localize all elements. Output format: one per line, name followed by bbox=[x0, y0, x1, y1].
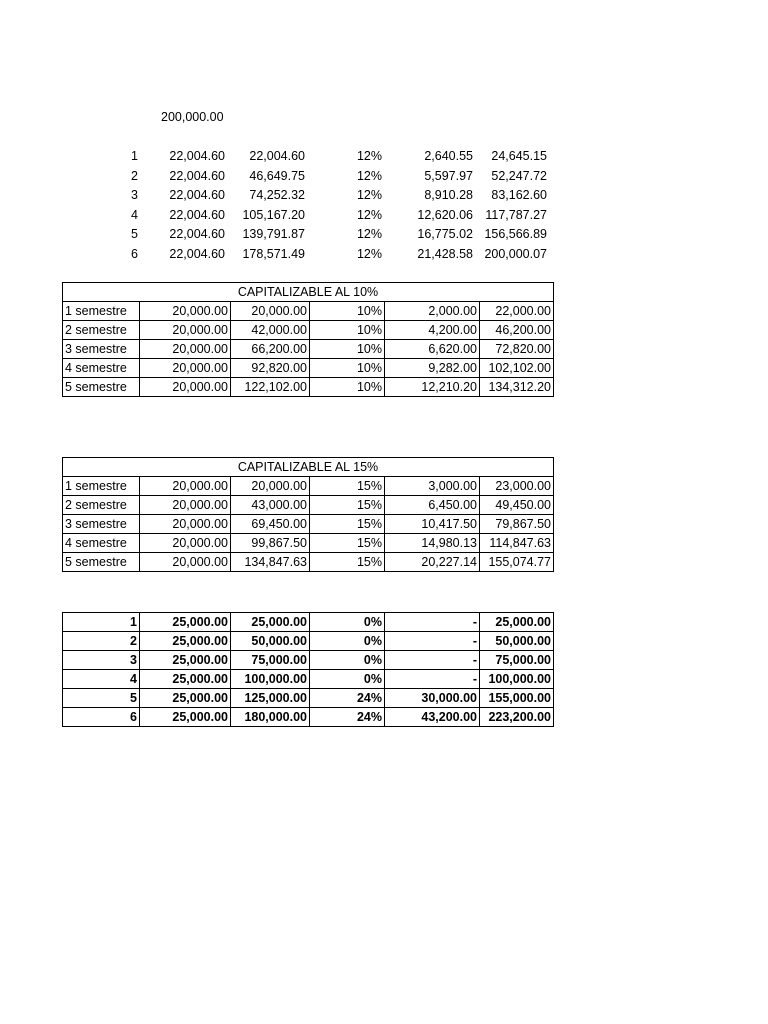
table-row bbox=[63, 689, 554, 708]
plan-payment-cell: 22,004.60 bbox=[169, 227, 225, 241]
table-cell: 69,450.00 bbox=[231, 515, 310, 534]
table-cell: 0% bbox=[310, 613, 385, 632]
table-cell: 10,417.50 bbox=[385, 515, 480, 534]
plan-accumulated-cell: 46,649.75 bbox=[249, 168, 305, 183]
table-cell: 30,000.00 bbox=[385, 689, 480, 708]
table-cell: 6,450.00 bbox=[385, 496, 480, 515]
table-cell: 5 semestre bbox=[63, 378, 140, 397]
table-cell: 1 semestre bbox=[63, 302, 140, 321]
table-title: CAPITALIZABLE AL 15% bbox=[63, 458, 554, 477]
table-cell: 20,000.00 bbox=[140, 302, 231, 321]
table-cell: 180,000.00 bbox=[231, 708, 310, 727]
table-cell: 114,847.63 bbox=[480, 534, 554, 553]
table-cell: 24% bbox=[310, 689, 385, 708]
table-cell: 75,000.00 bbox=[480, 651, 554, 670]
table-cell: 25,000.00 bbox=[140, 613, 231, 632]
table-cell: 1 semestre bbox=[63, 477, 140, 496]
plan-payment-cell: 22,004.60 bbox=[169, 149, 225, 163]
table-cell: 15% bbox=[310, 553, 385, 572]
plan-total-cell: 156,566.89 bbox=[484, 227, 547, 241]
plan-interest-cell: 2,640.55 bbox=[424, 149, 473, 163]
table-row bbox=[63, 302, 554, 321]
plan-rate-cell: 12% bbox=[356, 207, 382, 222]
table-cell: 43,200.00 bbox=[385, 708, 480, 727]
table-cell: 9,282.00 bbox=[385, 359, 480, 378]
table-row bbox=[63, 534, 554, 553]
table-cell: 3 semestre bbox=[63, 340, 140, 359]
table-cell: 4 bbox=[63, 670, 140, 689]
table-cell: 5 bbox=[63, 689, 140, 708]
table-cell: 6 bbox=[63, 708, 140, 727]
table-row bbox=[63, 496, 554, 515]
table-cell: 10% bbox=[310, 340, 385, 359]
plan-rate-cell: 12% bbox=[356, 149, 382, 163]
table-cell: 25,000.00 bbox=[480, 613, 554, 632]
table-cell: 50,000.00 bbox=[480, 632, 554, 651]
plan-payment-cell: 22,004.60 bbox=[169, 188, 225, 202]
table-cell: 0% bbox=[310, 632, 385, 651]
table-cell: 4 semestre bbox=[63, 359, 140, 378]
table-cell: 99,867.50 bbox=[231, 534, 310, 553]
plan-payment-cell: 22,004.60 bbox=[169, 168, 225, 183]
table-cell: 25,000.00 bbox=[140, 632, 231, 651]
table-cell: 25,000.00 bbox=[140, 689, 231, 708]
table-row bbox=[63, 708, 554, 727]
table-cell: 4,200.00 bbox=[385, 321, 480, 340]
plan-accumulated-cell: 74,252.32 bbox=[249, 188, 305, 202]
table-cell: 23,000.00 bbox=[480, 477, 554, 496]
table-cell: 25,000.00 bbox=[140, 708, 231, 727]
table-cell: 2 bbox=[63, 632, 140, 651]
plan-interest-cell: 5,597.97 bbox=[424, 168, 473, 183]
table-cell: 10% bbox=[310, 321, 385, 340]
table-cell: 1 bbox=[63, 613, 140, 632]
table-cell: 66,200.00 bbox=[231, 340, 310, 359]
table-row bbox=[63, 477, 554, 496]
table-cell: 25,000.00 bbox=[140, 651, 231, 670]
plan-period-cell: 3 bbox=[131, 188, 138, 202]
table-cell: 20,000.00 bbox=[140, 553, 231, 572]
table-cell: 10% bbox=[310, 302, 385, 321]
plan-total-cell: 24,645.15 bbox=[491, 149, 547, 163]
table-cell: 3,000.00 bbox=[385, 477, 480, 496]
table-cell: - bbox=[385, 632, 480, 651]
table-cell: 20,000.00 bbox=[140, 496, 231, 515]
table-cell: 20,000.00 bbox=[140, 378, 231, 397]
table-cell: 15% bbox=[310, 515, 385, 534]
table-cell: 25,000.00 bbox=[140, 670, 231, 689]
table-row bbox=[63, 359, 554, 378]
plan-total-cell: 117,787.27 bbox=[485, 207, 547, 222]
plan-accumulated-cell: 105,167.20 bbox=[242, 207, 305, 222]
table-cell: 14,980.13 bbox=[385, 534, 480, 553]
table-cell: 10% bbox=[310, 378, 385, 397]
table-row bbox=[63, 553, 554, 572]
table-cell: 15% bbox=[310, 534, 385, 553]
plan-period-cell: 2 bbox=[131, 168, 138, 183]
table-row bbox=[63, 378, 554, 397]
table-cell: 223,200.00 bbox=[480, 708, 554, 727]
table-cell: 15% bbox=[310, 496, 385, 515]
plan-payment-cell: 22,004.60 bbox=[169, 246, 225, 261]
table-cell: 4 semestre bbox=[63, 534, 140, 553]
table-cell: 50,000.00 bbox=[231, 632, 310, 651]
plan-accumulated-cell: 178,571.49 bbox=[242, 246, 305, 261]
table-cell: 75,000.00 bbox=[231, 651, 310, 670]
table-cell: 20,000.00 bbox=[140, 359, 231, 378]
table-cell: 155,000.00 bbox=[480, 689, 554, 708]
table-cell: 20,000.00 bbox=[140, 477, 231, 496]
table-capitalizable-15 bbox=[62, 457, 554, 572]
table-cell: 122,102.00 bbox=[231, 378, 310, 397]
table-cell: 92,820.00 bbox=[231, 359, 310, 378]
table-cell: 20,000.00 bbox=[140, 340, 231, 359]
table-cell: - bbox=[385, 613, 480, 632]
table-cell: 49,450.00 bbox=[480, 496, 554, 515]
plan-period-cell: 1 bbox=[131, 149, 138, 163]
table-title: CAPITALIZABLE AL 10% bbox=[63, 283, 554, 302]
table-cell: 155,074.77 bbox=[480, 553, 554, 572]
table-cell: 72,820.00 bbox=[480, 340, 554, 359]
plan-period-cell: 6 bbox=[131, 246, 138, 261]
table-cell: 5 semestre bbox=[63, 553, 140, 572]
table-cell: 102,102.00 bbox=[480, 359, 554, 378]
table-row bbox=[63, 321, 554, 340]
table-row bbox=[63, 340, 554, 359]
table-cell: - bbox=[385, 651, 480, 670]
table-cell: 22,000.00 bbox=[480, 302, 554, 321]
plan-interest-cell: 8,910.28 bbox=[424, 188, 473, 202]
table-cell: 25,000.00 bbox=[231, 613, 310, 632]
table-cell: 20,000.00 bbox=[140, 321, 231, 340]
plan-total-cell: 200,000.07 bbox=[484, 246, 547, 261]
table-row bbox=[63, 632, 554, 651]
table-row bbox=[63, 651, 554, 670]
plan-period-cell: 5 bbox=[131, 227, 138, 241]
table-cell: 0% bbox=[310, 670, 385, 689]
table-cell: 42,000.00 bbox=[231, 321, 310, 340]
table-cell: 3 semestre bbox=[63, 515, 140, 534]
table-cell: 12,210.20 bbox=[385, 378, 480, 397]
plan-total-cell: 52,247.72 bbox=[491, 168, 547, 183]
plan-accumulated-cell: 139,791.87 bbox=[242, 227, 305, 241]
table-cell: 24% bbox=[310, 708, 385, 727]
table-cell: 6,620.00 bbox=[385, 340, 480, 359]
plan-interest-cell: 12,620.06 bbox=[417, 207, 473, 222]
table-cell: 20,000.00 bbox=[140, 515, 231, 534]
table-row bbox=[63, 515, 554, 534]
plan-rate-cell: 12% bbox=[356, 246, 382, 261]
table-row bbox=[63, 613, 554, 632]
table-cell: 15% bbox=[310, 477, 385, 496]
table-cell: 20,227.14 bbox=[385, 553, 480, 572]
plan-interest-cell: 21,428.58 bbox=[417, 246, 473, 261]
table-cell: 100,000.00 bbox=[231, 670, 310, 689]
table-cell: 125,000.00 bbox=[231, 689, 310, 708]
table-cell: 134,847.63 bbox=[231, 553, 310, 572]
table-cell: 100,000.00 bbox=[480, 670, 554, 689]
table-bold-plan bbox=[62, 612, 554, 727]
top-total-value: 200,000.00 bbox=[161, 110, 224, 124]
plan-rate-cell: 12% bbox=[356, 227, 382, 241]
plan-interest-cell: 16,775.02 bbox=[417, 227, 473, 241]
plan-period-cell: 4 bbox=[131, 207, 138, 222]
table-cell: 0% bbox=[310, 651, 385, 670]
table-cell: 3 bbox=[63, 651, 140, 670]
table-cell: 79,867.50 bbox=[480, 515, 554, 534]
table-cell: 46,200.00 bbox=[480, 321, 554, 340]
table-cell: 20,000.00 bbox=[140, 534, 231, 553]
table-cell: 2 semestre bbox=[63, 496, 140, 515]
table-row bbox=[63, 670, 554, 689]
plan-rate-cell: 12% bbox=[356, 188, 382, 202]
table-cell: 20,000.00 bbox=[231, 302, 310, 321]
table-cell: - bbox=[385, 670, 480, 689]
table-cell: 2,000.00 bbox=[385, 302, 480, 321]
plan-payment-cell: 22,004.60 bbox=[169, 207, 225, 222]
table-capitalizable-10 bbox=[62, 282, 554, 397]
table-cell: 20,000.00 bbox=[231, 477, 310, 496]
table-cell: 10% bbox=[310, 359, 385, 378]
plan-total-cell: 83,162.60 bbox=[491, 188, 547, 202]
table-cell: 43,000.00 bbox=[231, 496, 310, 515]
plan-rate-cell: 12% bbox=[356, 168, 382, 183]
plan-accumulated-cell: 22,004.60 bbox=[249, 149, 305, 163]
table-cell: 2 semestre bbox=[63, 321, 140, 340]
table-cell: 134,312.20 bbox=[480, 378, 554, 397]
